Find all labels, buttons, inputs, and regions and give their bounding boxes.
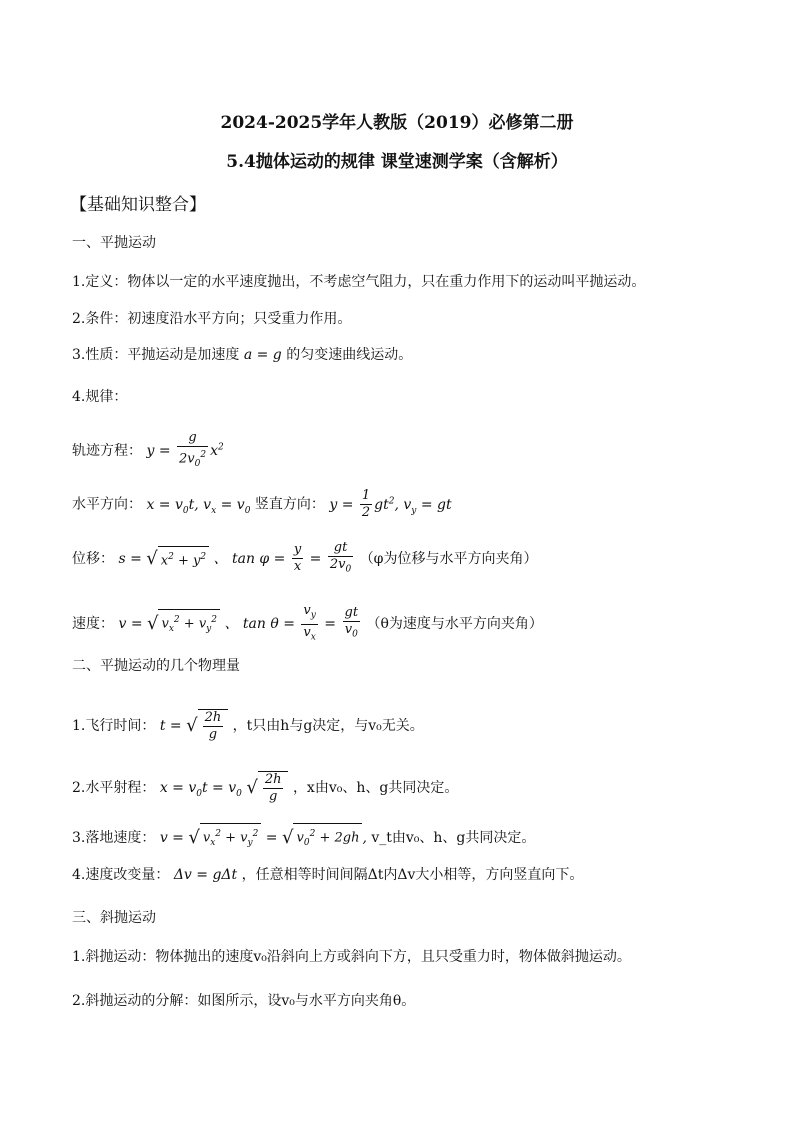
document-title-line1: 2024-2025学年人教版（2019）必修第二册 [220, 113, 574, 133]
range-note: ，x由v₀、h、g共同决定。 [292, 780, 459, 796]
law-line: 4.规律： [72, 389, 128, 405]
horizontal-formula: $x = v_0t$, $v_x = v_0$ [146, 496, 251, 516]
flight-time-formula: t = √ $\frac{2h}{g}$ [160, 718, 233, 734]
section-basic-knowledge: 【基础知识整合】 [70, 195, 206, 215]
oblique-definition-line: 1.斜抛运动：物体抛出的速度v₀沿斜向上方或斜向下方，且只受重力时，物体做斜抛运动。 [72, 949, 631, 965]
range-label: 2.水平射程： [72, 780, 156, 796]
displacement-note: （φ为位移与水平方向夹角） [359, 550, 538, 567]
vertical-label: 竖直方向： [254, 496, 325, 513]
horizontal-label: 水平方向： [72, 496, 142, 513]
section-heading-quantities: 二、平抛运动的几个物理量 [72, 658, 240, 674]
component-line [72, 488, 452, 521]
section-heading-projectile: 一、平抛运动 [72, 235, 156, 251]
property-line [72, 345, 412, 365]
trajectory-line [72, 430, 224, 472]
range-line [72, 771, 458, 805]
velocity-note: （θ为速度与水平方向夹角） [366, 616, 543, 633]
range-formula: $x = v_0t = v_0$ √ $\frac{2h}{g}$ [160, 780, 293, 796]
section-heading-oblique: 三、斜抛运动 [72, 910, 156, 926]
landing-velocity-formula: v = √ $v_x^2 + v_y^2$ = √ $v_0^2 + 2gh$ , [160, 830, 372, 846]
displacement-label: 位移： [72, 550, 114, 567]
vertical-formula: y = $\frac{1}{2}$ $gt^2$, $v_y$ = gt [329, 488, 452, 520]
velocity-change-note: ，任意相等时间间隔Δt内Δv大小相等，方向竖直向下。 [241, 867, 584, 883]
velocity-line [72, 603, 543, 645]
trajectory-formula: y = $\frac{g}{2v_0^2}$ $x^2$ [146, 430, 224, 469]
document-title-line2: 5.4抛体运动的规律 课堂速测学案（含解析） [226, 152, 568, 172]
flight-time-line [72, 709, 424, 743]
flight-time-label: 1.飞行时间： [72, 718, 156, 734]
property-equation: a = g [243, 347, 282, 363]
landing-velocity-note: v_t由v₀、h、g共同决定。 [371, 829, 536, 846]
velocity-label: 速度： [72, 616, 114, 633]
oblique-decomposition-line: 2.斜抛运动的分解：如图所示，设v₀与水平方向夹角θ。 [72, 993, 416, 1009]
velocity-change-formula: Δv = gΔt [173, 867, 238, 883]
displacement-line [72, 540, 538, 578]
velocity-formula: v = √ $v_x^2 + v_y^2$ 、 tan θ = $\frac{v_y}{v_x}$ = $\frac{gt}{v_0}$ [118, 603, 359, 643]
velocity-change-line [72, 865, 583, 885]
landing-velocity-label: 3.落地速度： [72, 829, 156, 846]
property-text-a: 3.性质：平抛运动是加速度 [72, 347, 240, 363]
trajectory-label: 轨迹方程： [72, 442, 142, 459]
velocity-change-label: 4.速度改变量： [72, 867, 170, 883]
condition-line: 2.条件：初速度沿水平方向；只受重力作用。 [72, 311, 352, 327]
displacement-formula: s = √ $x^2 + y^2$ 、 tan φ = $\frac{y}{x}$ = $\frac{gt}{2v_0}$ [118, 540, 352, 575]
flight-time-note: ，t只由h与g决定，与v₀无关。 [232, 718, 424, 734]
definition-line: 1.定义：物体以一定的水平速度抛出，不考虑空气阻力，只在重力作用下的运动叫平抛运动。 [72, 274, 646, 290]
landing-velocity-line [72, 823, 535, 853]
property-text-b: 的匀变速曲线运动。 [286, 347, 413, 363]
